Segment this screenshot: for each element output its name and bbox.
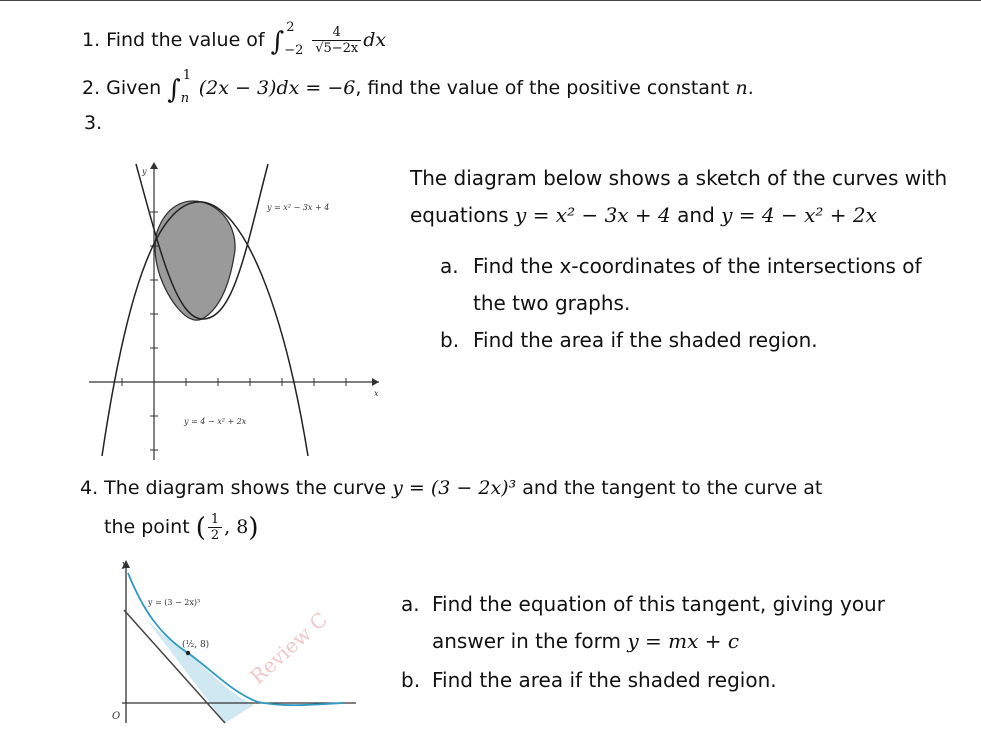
left-paren: ( <box>195 513 206 543</box>
q3-intro-line1: The diagram below shows a sketch of the curves with <box>410 166 948 190</box>
q3-part-a <box>473 248 922 322</box>
y-axis-arrow <box>150 162 158 169</box>
q4-form-label: answer in the form <box>432 629 628 653</box>
q1-fraction <box>312 25 361 56</box>
q3-equation-1: y = x² − 3x + 4 <box>515 203 671 227</box>
upper-curve-label: y = x² − 3x + 4 <box>267 203 330 212</box>
q2-prefix: 2. Given <box>82 77 168 99</box>
y-axis-label: y <box>142 167 147 176</box>
q1-lower-limit: −2 <box>284 43 304 58</box>
x-axis-label: x <box>374 389 379 398</box>
q1-prefix: 1. Find the value of <box>82 29 271 51</box>
q4-point-line <box>104 512 258 543</box>
top-rule <box>0 0 981 1</box>
shaded-region <box>155 201 235 320</box>
q3-graph <box>84 158 384 460</box>
tangent-line <box>124 610 225 723</box>
q3-equations-label: equations <box>410 203 516 227</box>
q4-part-b-label: b. <box>401 668 421 692</box>
q3-and: and <box>670 203 722 227</box>
q4-point-fraction <box>208 512 222 543</box>
q3-part-b: Find the area if the shaded region. <box>473 328 818 352</box>
q2-suffix: , find the value of the positive constant <box>355 77 736 99</box>
q4-graph <box>108 555 358 727</box>
right-paren: ) <box>248 513 259 543</box>
q1-numerator: 4 <box>312 25 361 41</box>
q4-form: y = mx + c <box>627 629 740 653</box>
q3-equation-2: y = 4 − x² + 2x <box>721 203 877 227</box>
q4-part-a <box>432 586 885 660</box>
q1-limits <box>284 20 310 58</box>
q1-dx: dx <box>363 29 387 51</box>
q2-limits <box>180 68 199 106</box>
q3-part-a-label: a. <box>440 254 459 278</box>
x-axis-arrow <box>372 378 379 386</box>
q4-point-denominator: 2 <box>210 528 220 543</box>
q2-variable: n <box>735 77 748 99</box>
q4-line2-prefix: the point <box>104 516 196 538</box>
question-4 <box>80 477 822 499</box>
q4-curve: y = (3 − 2x)³ <box>392 477 517 499</box>
q4-part-a-line1: Find the equation of this tangent, giving your <box>432 592 885 616</box>
question-1 <box>82 20 387 58</box>
origin-label: O <box>112 711 121 722</box>
lower-curve-label: y = 4 − x² + 2x <box>184 417 247 426</box>
q4-point-numerator: 1 <box>208 512 222 528</box>
q3-intro-line2 <box>410 197 947 234</box>
q3-intro <box>410 160 947 234</box>
q2-integrand: (2x − 3)dx = −6 <box>198 77 356 99</box>
q2-lower-limit: n <box>180 91 190 106</box>
q4-curve-label: y = (3 − 2x)³ <box>148 598 201 607</box>
q1-upper-limit: 2 <box>286 20 295 35</box>
q4-part-a-label: a. <box>401 592 420 616</box>
q2-end: . <box>747 77 754 99</box>
question-3-number: 3. <box>84 112 103 134</box>
q3-part-a-line2: the two graphs. <box>473 291 631 315</box>
q4-part-b: Find the area if the shaded region. <box>432 668 777 692</box>
tangent-point <box>186 651 190 655</box>
watermark: Review C <box>245 607 333 689</box>
q4-y-axis-label: y <box>122 560 128 570</box>
q4-line1-prefix: 4. The diagram shows the curve <box>80 477 393 499</box>
q4-point-label: (½, 8) <box>182 640 210 650</box>
integral-sign: ∫ <box>167 75 181 105</box>
q3-part-a-line1: Find the x-coordinates of the intersections of <box>473 254 922 278</box>
q2-upper-limit: 1 <box>182 68 192 83</box>
q4-shaded-region <box>128 595 254 723</box>
q4-point-rest: , 8 <box>224 516 249 538</box>
question-2 <box>82 68 754 106</box>
q1-denominator: √5−2x <box>315 41 359 56</box>
q4-line1-suffix: and the tangent to the curve at <box>516 477 823 499</box>
integral-sign: ∫ <box>270 27 285 57</box>
q3-part-b-label: b. <box>440 328 460 352</box>
q4-part-a-line2 <box>432 623 885 660</box>
